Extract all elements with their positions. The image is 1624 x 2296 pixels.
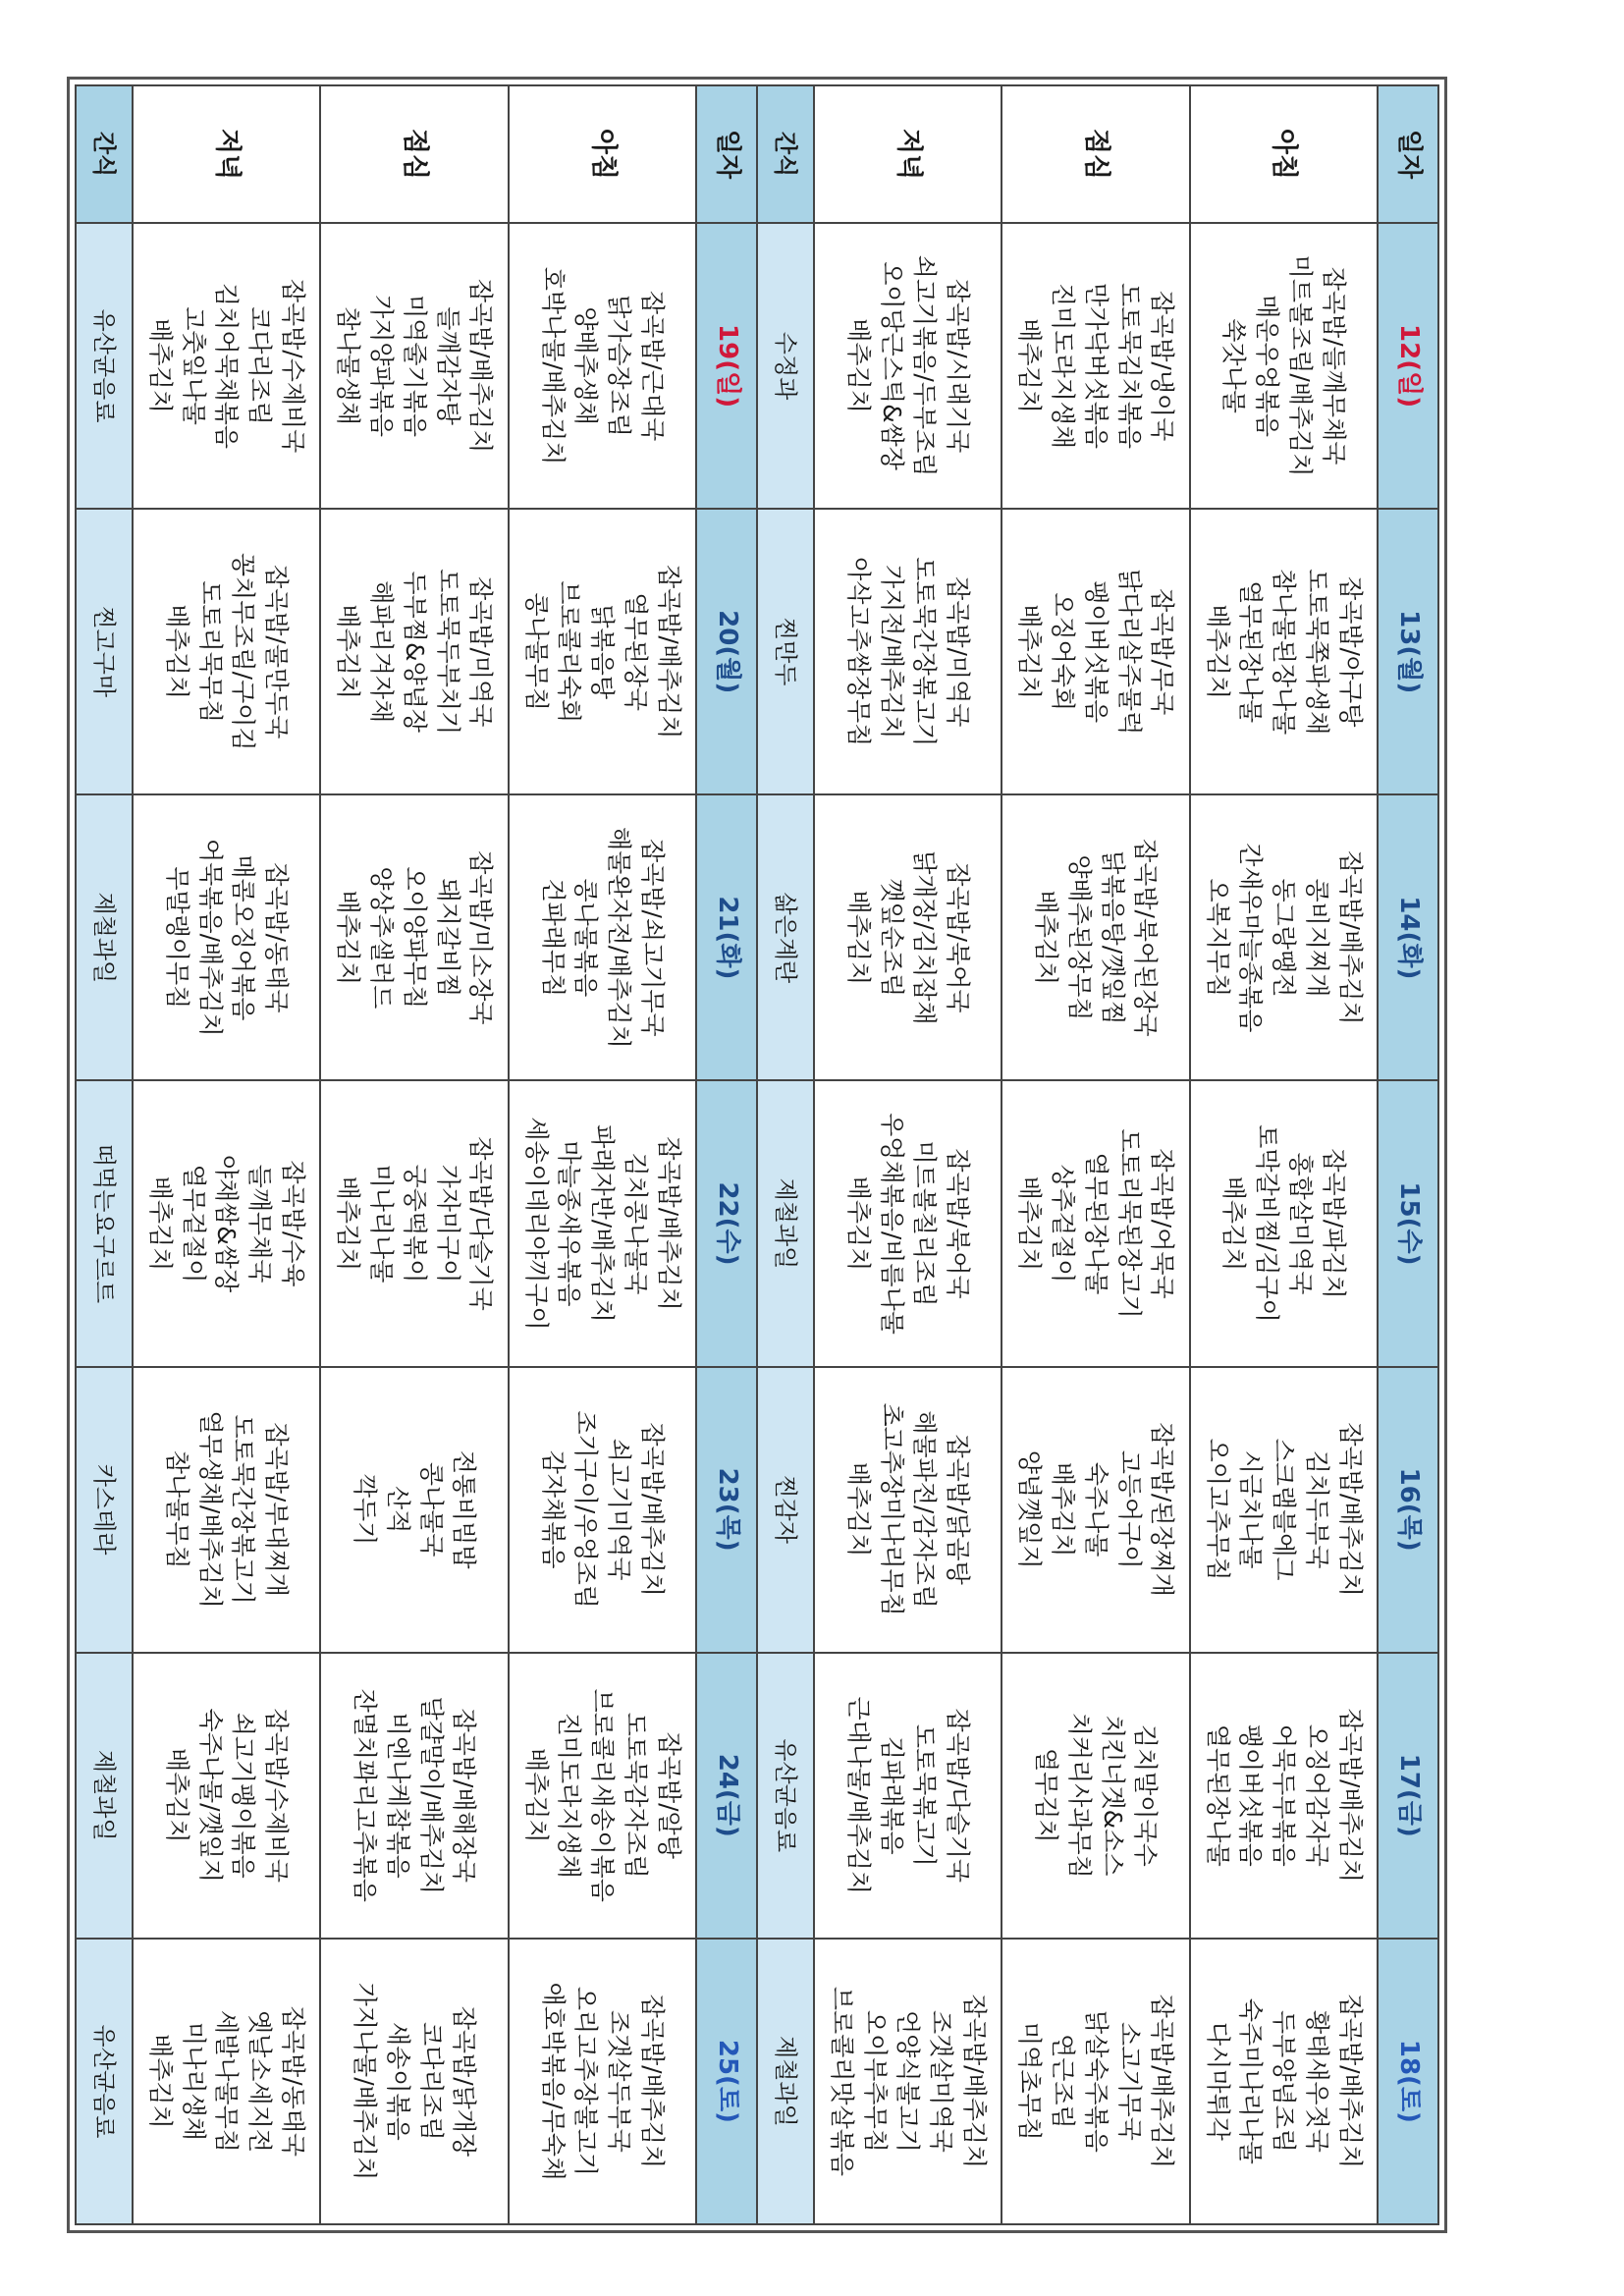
menu-item: 잡곡밥/배추김치: [466, 278, 496, 454]
menu-item: 시금치나물: [1236, 1449, 1266, 1569]
menu-item: 참나물된장나물: [1270, 569, 1299, 736]
menu-item: 양념깻잎지: [1015, 1449, 1045, 1569]
snack-row: [757, 85, 814, 2224]
day-header: 18(토): [1378, 1939, 1438, 2224]
menu-item: 도토묵감자조림: [621, 1712, 650, 1879]
menu-item: 조기구이/우엉조림: [571, 1410, 601, 1609]
meal-row: [509, 85, 696, 2224]
menu-item: 닭가슴장조림: [605, 295, 634, 438]
snack-cell: 유산균음료: [757, 1653, 814, 1939]
menu-item: 잡곡밥/수제비국: [262, 1708, 292, 1884]
menu-cell: [814, 1367, 1001, 1653]
menu-item: 미트볼칠리조림: [910, 1140, 940, 1307]
menu-cell: [509, 1939, 696, 2224]
menu-item: 잔멸치꽈리고추볶음: [351, 1688, 380, 1902]
menu-item: 두부양념조림: [1270, 2009, 1299, 2153]
menu-item: 잡곡밥/미소장국: [466, 850, 496, 1025]
menu-cell: [1190, 223, 1378, 509]
menu-item: 팽이버섯볶음: [1081, 580, 1110, 724]
menu-cell: [133, 794, 320, 1080]
menu-item: 잡곡밥/수제비국: [278, 278, 307, 454]
menu-item: 잡곡밥/들깨무채국: [1319, 266, 1348, 465]
day-header: 19(일): [696, 223, 757, 509]
day-header: 22(수): [696, 1080, 757, 1366]
menu-item: 토막갈비찜/김구이: [1253, 1124, 1282, 1323]
menu-item: 코다리조림: [245, 306, 275, 425]
menu-item: 치킨너겟&소스: [1098, 1715, 1127, 1877]
menu-item: 만가닥버섯볶음: [1081, 283, 1110, 450]
menu-cell: [1190, 1080, 1378, 1366]
menu-item: 연근조림: [1049, 2034, 1078, 2129]
meal-row: [1001, 85, 1189, 2224]
menu-item: 어묵볶음/배추김치: [195, 839, 225, 1037]
meal-row: [133, 85, 320, 2224]
menu-item: 배추김치: [1015, 1175, 1045, 1272]
menu-item: 오징어숙회: [1049, 592, 1078, 712]
menu-item: 오이양파무침: [400, 866, 429, 1010]
day-header: 21(화): [696, 794, 757, 1080]
menu-item: 닭개장/김치잡채: [910, 850, 940, 1025]
menu-item: 배추김치: [843, 1175, 873, 1272]
snack-cell: 찐고구마: [76, 509, 133, 794]
menu-cell: [133, 1939, 320, 2224]
menu-item: 동그랑땡전: [1270, 878, 1299, 998]
snack-cell: 찐만두: [757, 509, 814, 794]
menu-cell: [1001, 1653, 1189, 1939]
menu-cell: [133, 1367, 320, 1653]
menu-item: 배추김치: [334, 1175, 363, 1272]
menu-item: 브로콜리맛살볶음: [827, 1986, 856, 2177]
menu-item: 열무된장나물: [1081, 1152, 1110, 1295]
menu-item: 잡곡밥/배추김치: [1335, 850, 1365, 1025]
menu-item: 잡곡밥/동태국: [262, 862, 292, 1013]
menu-item: 잡곡밥/배추김치: [637, 1994, 667, 2169]
menu-item: 잡곡밥/시래기국: [944, 278, 973, 454]
menu-item: 배추김치: [1203, 604, 1232, 700]
menu-item: 김치어묵채볶음: [212, 283, 242, 450]
menu-cell: [320, 1080, 508, 1366]
menu-cell: [1190, 794, 1378, 1080]
menu-item: 닭볶음탕: [588, 604, 618, 700]
menu-item: 팽이버섯볶음: [1236, 1723, 1266, 1867]
menu-item: 파래자반/배추김치: [588, 1124, 618, 1323]
menu-item: 두부찜&양념장: [400, 571, 429, 733]
menu-item: 배추김치: [843, 1461, 873, 1558]
menu-item: 잡곡밥/배추김치: [654, 1136, 683, 1311]
menu-item: 고춧잎나물: [179, 306, 208, 425]
snack-row-label: 간식: [76, 85, 133, 223]
menu-cell: [1190, 509, 1378, 794]
menu-item: 도토리묵무침: [195, 580, 225, 724]
menu-cell: [1001, 509, 1189, 794]
menu-item: 도토묵간장볶고기: [229, 1414, 258, 1605]
menu-item: 열무된장나물: [1236, 580, 1266, 724]
snack-cell: 제철과일: [76, 794, 133, 1080]
menu-item: 도토묵쪽파생채: [1302, 569, 1331, 736]
snack-cell: 삶은계란: [757, 794, 814, 1080]
menu-item: 조갯살미역국: [927, 2009, 956, 2153]
menu-item: 오복지무침: [1203, 878, 1232, 998]
menu-item: 가지양파볶음: [367, 295, 397, 438]
menu-item: 잡곡밥/배추김치: [1335, 1422, 1365, 1597]
menu-item: 감자채볶음: [538, 1449, 568, 1569]
menu-item: 쇠고기볶음/두부조림: [910, 254, 940, 477]
menu-item: 열무된장국: [621, 592, 650, 712]
day-header: 17(금): [1378, 1653, 1438, 1939]
menu-item: 열무생채/배추김치: [195, 1410, 225, 1609]
menu-item: 건파래무침: [538, 878, 568, 998]
menu-item: 잡곡밥/닭개장: [450, 2005, 479, 2158]
menu-item: 오이당근스틱&쌈장: [877, 261, 906, 470]
menu-item: 열무김치: [1032, 1747, 1061, 1843]
menu-item: 언양식불고기: [893, 2009, 923, 2153]
menu-item: 코다리조림: [416, 2022, 446, 2141]
menu-item: 잡곡밥/동태국: [278, 2005, 307, 2158]
menu-item: 잡곡밥/닭곰탕: [944, 1434, 973, 1585]
menu-item: 잡곡밥/쇠고기무국: [637, 839, 667, 1037]
menu-item: 배추김치: [1049, 1461, 1078, 1558]
menu-item: 숙주나물/깻잎지: [195, 1708, 225, 1884]
menu-item: 배추김치: [1015, 604, 1045, 700]
week1-header-row: [1378, 85, 1438, 2224]
snack-row: [76, 85, 133, 2224]
menu-item: 배추김치: [162, 1747, 191, 1843]
menu-cell: [133, 1653, 320, 1939]
meal-row: [814, 85, 1001, 2224]
menu-item: 브로콜리숙회: [555, 580, 584, 724]
menu-item: 깻잎순조림: [877, 878, 906, 998]
menu-item: 가지전/배추김치: [877, 564, 906, 739]
menu-item: 해물완자전/배추김치: [605, 826, 634, 1049]
menu-item: 오징어감자국: [1302, 1723, 1331, 1867]
menu-item: 들깨감자탕: [433, 306, 462, 425]
menu-item: 배추김치: [1219, 1175, 1249, 1272]
day-header: 14(화): [1378, 794, 1438, 1080]
day-header: 25(토): [696, 1939, 757, 2224]
menu-item: 참나물무침: [162, 1449, 191, 1569]
menu-cell: [320, 1367, 508, 1653]
menu-cell: [1190, 1939, 1378, 2224]
menu-item: 브로콜리새송이볶음: [588, 1688, 618, 1902]
menu-item: 도토리묵된장고기: [1114, 1128, 1144, 1319]
snack-cell: 찐감자: [757, 1367, 814, 1653]
snack-cell: 떠먹는요구르트: [76, 1080, 133, 1366]
menu-item: 배추김치: [145, 318, 175, 413]
menu-item: 새송이볶음: [383, 2022, 412, 2141]
menu-item: 김치말이국수: [1131, 1723, 1161, 1867]
meal-row-label: 아침: [1190, 85, 1378, 223]
menu-item: 닭살숙주볶음: [1081, 2009, 1110, 2153]
menu-cell: [814, 1080, 1001, 1366]
menu-item: 잡곡밥/부대찌개: [262, 1422, 292, 1597]
snack-cell: 유산균음료: [76, 1939, 133, 2224]
menu-cell: [1001, 1367, 1189, 1653]
menu-item: 배추김치: [843, 318, 873, 413]
menu-cell: [320, 1653, 508, 1939]
menu-item: 비엔나케찹볶음: [383, 1712, 412, 1879]
menu-item: 콩나물볶음: [571, 878, 601, 998]
menu-item: 무말랭이무침: [162, 866, 191, 1010]
menu-cell: [509, 1080, 696, 1366]
menu-item: 상추겉절이: [1049, 1164, 1078, 1284]
menu-item: 잡곡밥/아구탕: [1335, 576, 1365, 728]
menu-item: 미나리생채: [179, 2022, 208, 2141]
menu-cell: [1001, 1939, 1189, 2224]
menu-item: 꽁치무조림/구이김: [229, 552, 258, 751]
snack-cell: 제철과일: [76, 1653, 133, 1939]
menu-cell: [509, 509, 696, 794]
menu-item: 김치콩나물국: [621, 1152, 650, 1295]
menu-item: 잡곡밥/배추김치: [654, 564, 683, 739]
snack-cell: 카스테라: [76, 1367, 133, 1653]
menu-item: 양배추된장무침: [1064, 854, 1094, 1021]
menu-item: 쇠고기팽이볶음: [229, 1712, 258, 1879]
menu-item: 도토묵간장볶고기: [910, 557, 940, 747]
menu-cell: [814, 1653, 1001, 1939]
menu-item: 들깨무채국: [245, 1164, 275, 1284]
snack-cell: 제철과일: [757, 1080, 814, 1366]
day-header: 23(목): [696, 1367, 757, 1653]
menu-item: 치커리사과무침: [1064, 1712, 1094, 1879]
menu-item: 숙주나물: [1081, 1461, 1110, 1558]
day-header: 16(목): [1378, 1367, 1438, 1653]
menu-cell: [509, 223, 696, 509]
menu-item: 홍합살미역국: [1286, 1152, 1315, 1295]
meal-row-label: 아침: [509, 85, 696, 223]
menu-item: 진미도라지생채: [1049, 283, 1078, 450]
day-header: 15(수): [1378, 1080, 1438, 1366]
menu-item: 잡곡밥/배추김치: [1148, 1994, 1177, 2169]
menu-cell: [320, 509, 508, 794]
menu-cell: [320, 223, 508, 509]
menu-item: 도토묵볶고기: [910, 1723, 940, 1867]
menu-item: 오이고추무침: [1203, 1438, 1232, 1581]
menu-item: 달걀말이/배추김치: [416, 1696, 446, 1895]
menu-item: 참나물생채: [334, 306, 363, 425]
menu-item: 미나리나물: [367, 1164, 397, 1284]
menu-item: 매콤오징어볶음: [229, 854, 258, 1021]
menu-item: 초고추장미나리무침: [877, 1402, 906, 1616]
menu-item: 김치두부국: [1302, 1449, 1331, 1569]
day-header: 12(일): [1378, 223, 1438, 509]
meal-row-label: 저녁: [133, 85, 320, 223]
menu-cell: [320, 794, 508, 1080]
menu-item: 배추김치: [521, 1747, 551, 1843]
menu-item: 미트볼조림/배추김치: [1286, 254, 1315, 477]
menu-item: 스크램블에그: [1270, 1438, 1299, 1581]
menu-cell: [1001, 794, 1189, 1080]
menu-item: 조갯살두부국: [605, 2009, 634, 2153]
snack-cell: 유산균음료: [76, 223, 133, 509]
menu-item: 돼지갈비찜: [433, 878, 462, 998]
meal-row: [320, 85, 508, 2224]
menu-item: 세송이데리야끼구이: [521, 1117, 551, 1331]
menu-cell: [320, 1939, 508, 2224]
menu-cell: [814, 794, 1001, 1080]
meal-row-label: 점심: [1001, 85, 1189, 223]
meal-row-label: 점심: [320, 85, 508, 223]
menu-item: 배추김치: [145, 2034, 175, 2129]
menu-item: 잡곡밥/미역국: [466, 576, 496, 728]
menu-item: 아삭고추쌈장무침: [843, 557, 873, 747]
menu-item: 배추김치: [1032, 890, 1061, 986]
menu-item: 김파래볶음: [877, 1735, 906, 1855]
menu-item: 쇠고기미역국: [605, 1438, 634, 1581]
menu-item: 콩나물무침: [521, 592, 551, 712]
menu-item: 해파리겨자채: [367, 580, 397, 724]
menu-item: 전통비빔밥: [450, 1449, 479, 1569]
menu-item: 열무겉절이: [179, 1164, 208, 1284]
menu-item: 산적: [383, 1485, 412, 1534]
menu-item: 쑥갓나물: [1219, 318, 1249, 413]
menu-cell: [814, 509, 1001, 794]
snack-cell: 수정과: [757, 223, 814, 509]
menu-item: 잡곡밥/파김치: [1319, 1148, 1348, 1299]
meal-row: [1190, 85, 1378, 2224]
menu-item: 소고기무국: [1114, 2022, 1144, 2141]
meal-row-label: 저녁: [814, 85, 1001, 223]
menu-cell: [509, 1653, 696, 1939]
menu-item: 고등어구이: [1114, 1449, 1144, 1569]
menu-item: 가자미구이: [433, 1164, 462, 1284]
menu-item: 닭볶음탕/깻잎찜: [1098, 850, 1127, 1025]
menu-item: 콩비지찌개: [1302, 878, 1331, 998]
menu-item: 해물파전/감자조림: [910, 1410, 940, 1609]
menu-cell: [814, 1939, 1001, 2224]
menu-item: 배추김치: [162, 604, 191, 700]
menu-item: 잡곡밥/북어국: [944, 1148, 973, 1299]
menu-item: 도토묵두부치기: [433, 569, 462, 736]
menu-item: 배추김치: [1015, 318, 1045, 413]
menu-cell: [133, 1080, 320, 1366]
date-header-label: 일자: [1378, 85, 1438, 223]
menu-item: 잡곡밥/배추김치: [1335, 1708, 1365, 1884]
menu-item: 양상추샐러드: [367, 866, 397, 1010]
menu-item: 콩나물국: [416, 1461, 446, 1558]
menu-item: 미역초무침: [1015, 2022, 1045, 2141]
menu-item: 옛날소세지전: [245, 2009, 275, 2153]
meal-menu-table: [75, 84, 1439, 2225]
menu-item: 잡곡밥/물만두국: [262, 564, 292, 739]
snack-row-label: 간식: [757, 85, 814, 223]
menu-item: 어묵두부볶음: [1270, 1723, 1299, 1867]
menu-item: 도토묵김치볶음: [1114, 283, 1144, 450]
menu-cell: [1190, 1367, 1378, 1653]
menu-item: 다시마튀각: [1203, 2022, 1232, 2141]
menu-cell: [1190, 1653, 1378, 1939]
menu-item: 배추김치: [334, 604, 363, 700]
menu-item: 잡곡밥/배추김치: [959, 1994, 989, 2169]
menu-sheet: [75, 84, 1439, 2225]
day-header: 20(월): [696, 509, 757, 794]
menu-item: 잡곡밥/된장찌개: [1148, 1422, 1177, 1597]
menu-item: 배추김치: [843, 890, 873, 986]
menu-item: 호박나물/배추김치: [538, 266, 568, 465]
menu-item: 잡곡밥/배해장국: [450, 1708, 479, 1884]
menu-item: 우엉채볶음/비름나물: [877, 1113, 906, 1335]
menu-cell: [1001, 1080, 1189, 1366]
menu-item: 황태새우젓국: [1302, 2009, 1331, 2153]
menu-item: 잡곡밥/배추김치: [637, 1422, 667, 1597]
menu-item: 잡곡밥/냉이국: [1148, 290, 1177, 442]
menu-item: 잡곡밥/북어국: [944, 862, 973, 1013]
menu-item: 매운우엉볶음: [1253, 295, 1282, 438]
menu-cell: [133, 509, 320, 794]
menu-item: 야채쌈&쌈장: [212, 1154, 242, 1293]
menu-cell: [509, 1367, 696, 1653]
menu-item: 잡곡밥/근대국: [637, 290, 667, 442]
menu-item: 세발나물무침: [212, 2009, 242, 2153]
menu-item: 배추김치: [145, 1175, 175, 1272]
menu-item: 잡곡밥/북어된장국: [1131, 839, 1161, 1037]
day-header: 13(월): [1378, 509, 1438, 794]
menu-item: 잡곡밥/무국: [1148, 588, 1177, 716]
menu-cell: [1001, 223, 1189, 509]
menu-item: 숙주미나리나물: [1236, 1997, 1266, 2164]
menu-cell: [133, 223, 320, 509]
menu-item: 잡곡밥/배추김치: [1335, 1994, 1365, 2169]
menu-item: 닭다리살주물럭: [1114, 569, 1144, 736]
menu-item: 양배추생채: [571, 306, 601, 425]
week2-header-row: [696, 85, 757, 2224]
menu-item: 깍두기: [351, 1473, 380, 1546]
menu-item: 간새우마늘종볶음: [1236, 843, 1266, 1033]
menu-item: 열무된장나물: [1203, 1723, 1232, 1867]
menu-item: 가지나물/배추김치: [351, 1982, 380, 2181]
menu-item: 잡곡밥/어묵국: [1148, 1148, 1177, 1299]
menu-item: 잡곡밥/알탕: [654, 1731, 683, 1859]
menu-item: 미역줄기볶음: [400, 295, 429, 438]
menu-item: 잡곡밥/다슬기국: [944, 1708, 973, 1884]
menu-item: 오이부추무침: [860, 2009, 890, 2153]
menu-item: 잡곡밥/수육: [278, 1160, 307, 1287]
menu-cell: [509, 794, 696, 1080]
menu-item: 배추김치: [334, 890, 363, 986]
menu-item: 오리고추장불고기: [571, 1986, 601, 2177]
menu-item: 근대나물/배추김치: [843, 1696, 873, 1895]
menu-item: 진미도라지생채: [555, 1712, 584, 1879]
menu-item: 애호박볶음/무숙채: [538, 1982, 568, 2181]
date-header-label: 일자: [696, 85, 757, 223]
menu-cell: [814, 223, 1001, 509]
menu-item: 마늘종새우볶음: [555, 1140, 584, 1307]
menu-item: 잡곡밥/미역국: [944, 576, 973, 728]
menu-item: 잡곡밥/다슬기국: [466, 1136, 496, 1311]
day-header: 24(금): [696, 1653, 757, 1939]
menu-item: 궁중떡볶이: [400, 1164, 429, 1284]
snack-cell: 제철과일: [757, 1939, 814, 2224]
